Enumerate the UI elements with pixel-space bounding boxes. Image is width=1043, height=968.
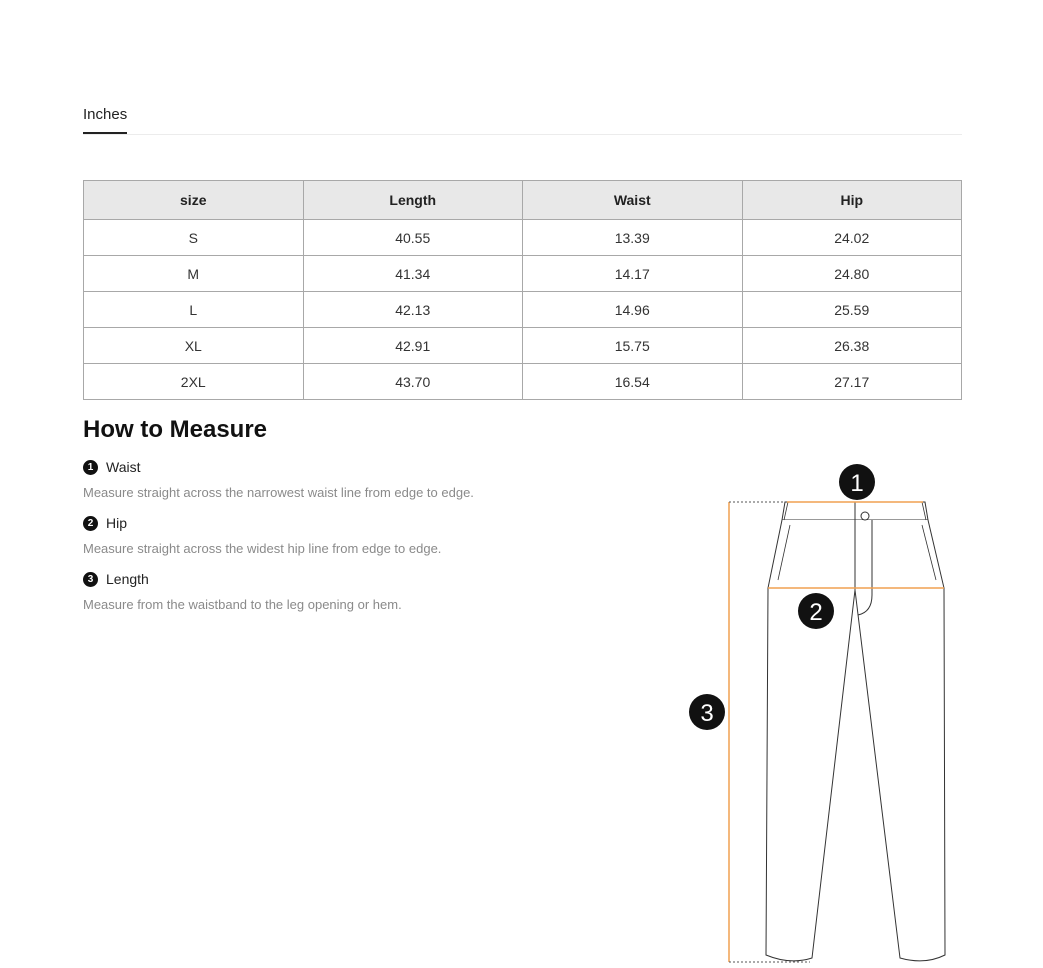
measure-item-name: Length	[106, 571, 149, 587]
table-cell: 14.96	[523, 292, 743, 328]
marker-two-icon	[798, 593, 834, 629]
size-chart-table	[83, 180, 962, 400]
table-cell: 15.75	[523, 328, 743, 364]
table-header-row	[84, 181, 962, 220]
table-cell: 16.54	[523, 364, 743, 400]
measure-item-description: Measure from the waistband to the leg opening or hem.	[83, 597, 402, 612]
table-cell: 25.59	[742, 292, 962, 328]
table-row	[84, 292, 962, 328]
table-cell: 27.17	[742, 364, 962, 400]
marker-one-icon	[839, 464, 875, 500]
how-to-measure-title: How to Measure	[83, 416, 268, 443]
measure-item-hip	[83, 513, 643, 569]
number-three-badge-icon: 3	[83, 572, 98, 587]
svg-text:1: 1	[850, 470, 864, 497]
table-cell: 24.02	[742, 220, 962, 256]
table-cell: XL	[84, 328, 304, 364]
marker-three-icon	[689, 694, 725, 730]
table-cell: L	[84, 292, 304, 328]
table-cell: 42.13	[303, 292, 523, 328]
table-cell: 43.70	[303, 364, 523, 400]
table-cell: 41.34	[303, 256, 523, 292]
measure-item-name: Waist	[106, 459, 141, 475]
measure-item-description: Measure straight across the widest hip line from edge to edge.	[83, 541, 442, 556]
table-cell: 42.91	[303, 328, 523, 364]
table-cell: 14.17	[523, 256, 743, 292]
measure-instructions	[83, 457, 643, 625]
table-cell: 2XL	[84, 364, 304, 400]
table-row	[84, 220, 962, 256]
column-header: Waist	[523, 181, 743, 220]
column-header: size	[84, 181, 304, 220]
column-header: Hip	[742, 181, 962, 220]
pants-outline-icon	[766, 502, 945, 961]
table-cell: 26.38	[742, 328, 962, 364]
pants-measurement-diagram	[680, 455, 980, 968]
table-cell: 13.39	[523, 220, 743, 256]
table-row	[84, 256, 962, 292]
svg-text:2: 2	[809, 599, 823, 626]
table-cell: 40.55	[303, 220, 523, 256]
table-cell: 24.80	[742, 256, 962, 292]
measure-item-length	[83, 569, 643, 625]
measure-item-description: Measure straight across the narrowest waist line from edge to edge.	[83, 485, 474, 500]
table-cell: S	[84, 220, 304, 256]
table-cell: M	[84, 256, 304, 292]
table-row	[84, 328, 962, 364]
table-row	[84, 364, 962, 400]
svg-text:3: 3	[700, 700, 714, 727]
tab-inches[interactable]: Inches	[83, 96, 127, 133]
column-header: Length	[303, 181, 523, 220]
number-two-badge-icon: 2	[83, 516, 98, 531]
unit-tabs	[83, 96, 962, 135]
measure-item-name: Hip	[106, 515, 128, 531]
measure-item-waist	[83, 457, 643, 513]
number-one-badge-icon: 1	[83, 460, 98, 475]
